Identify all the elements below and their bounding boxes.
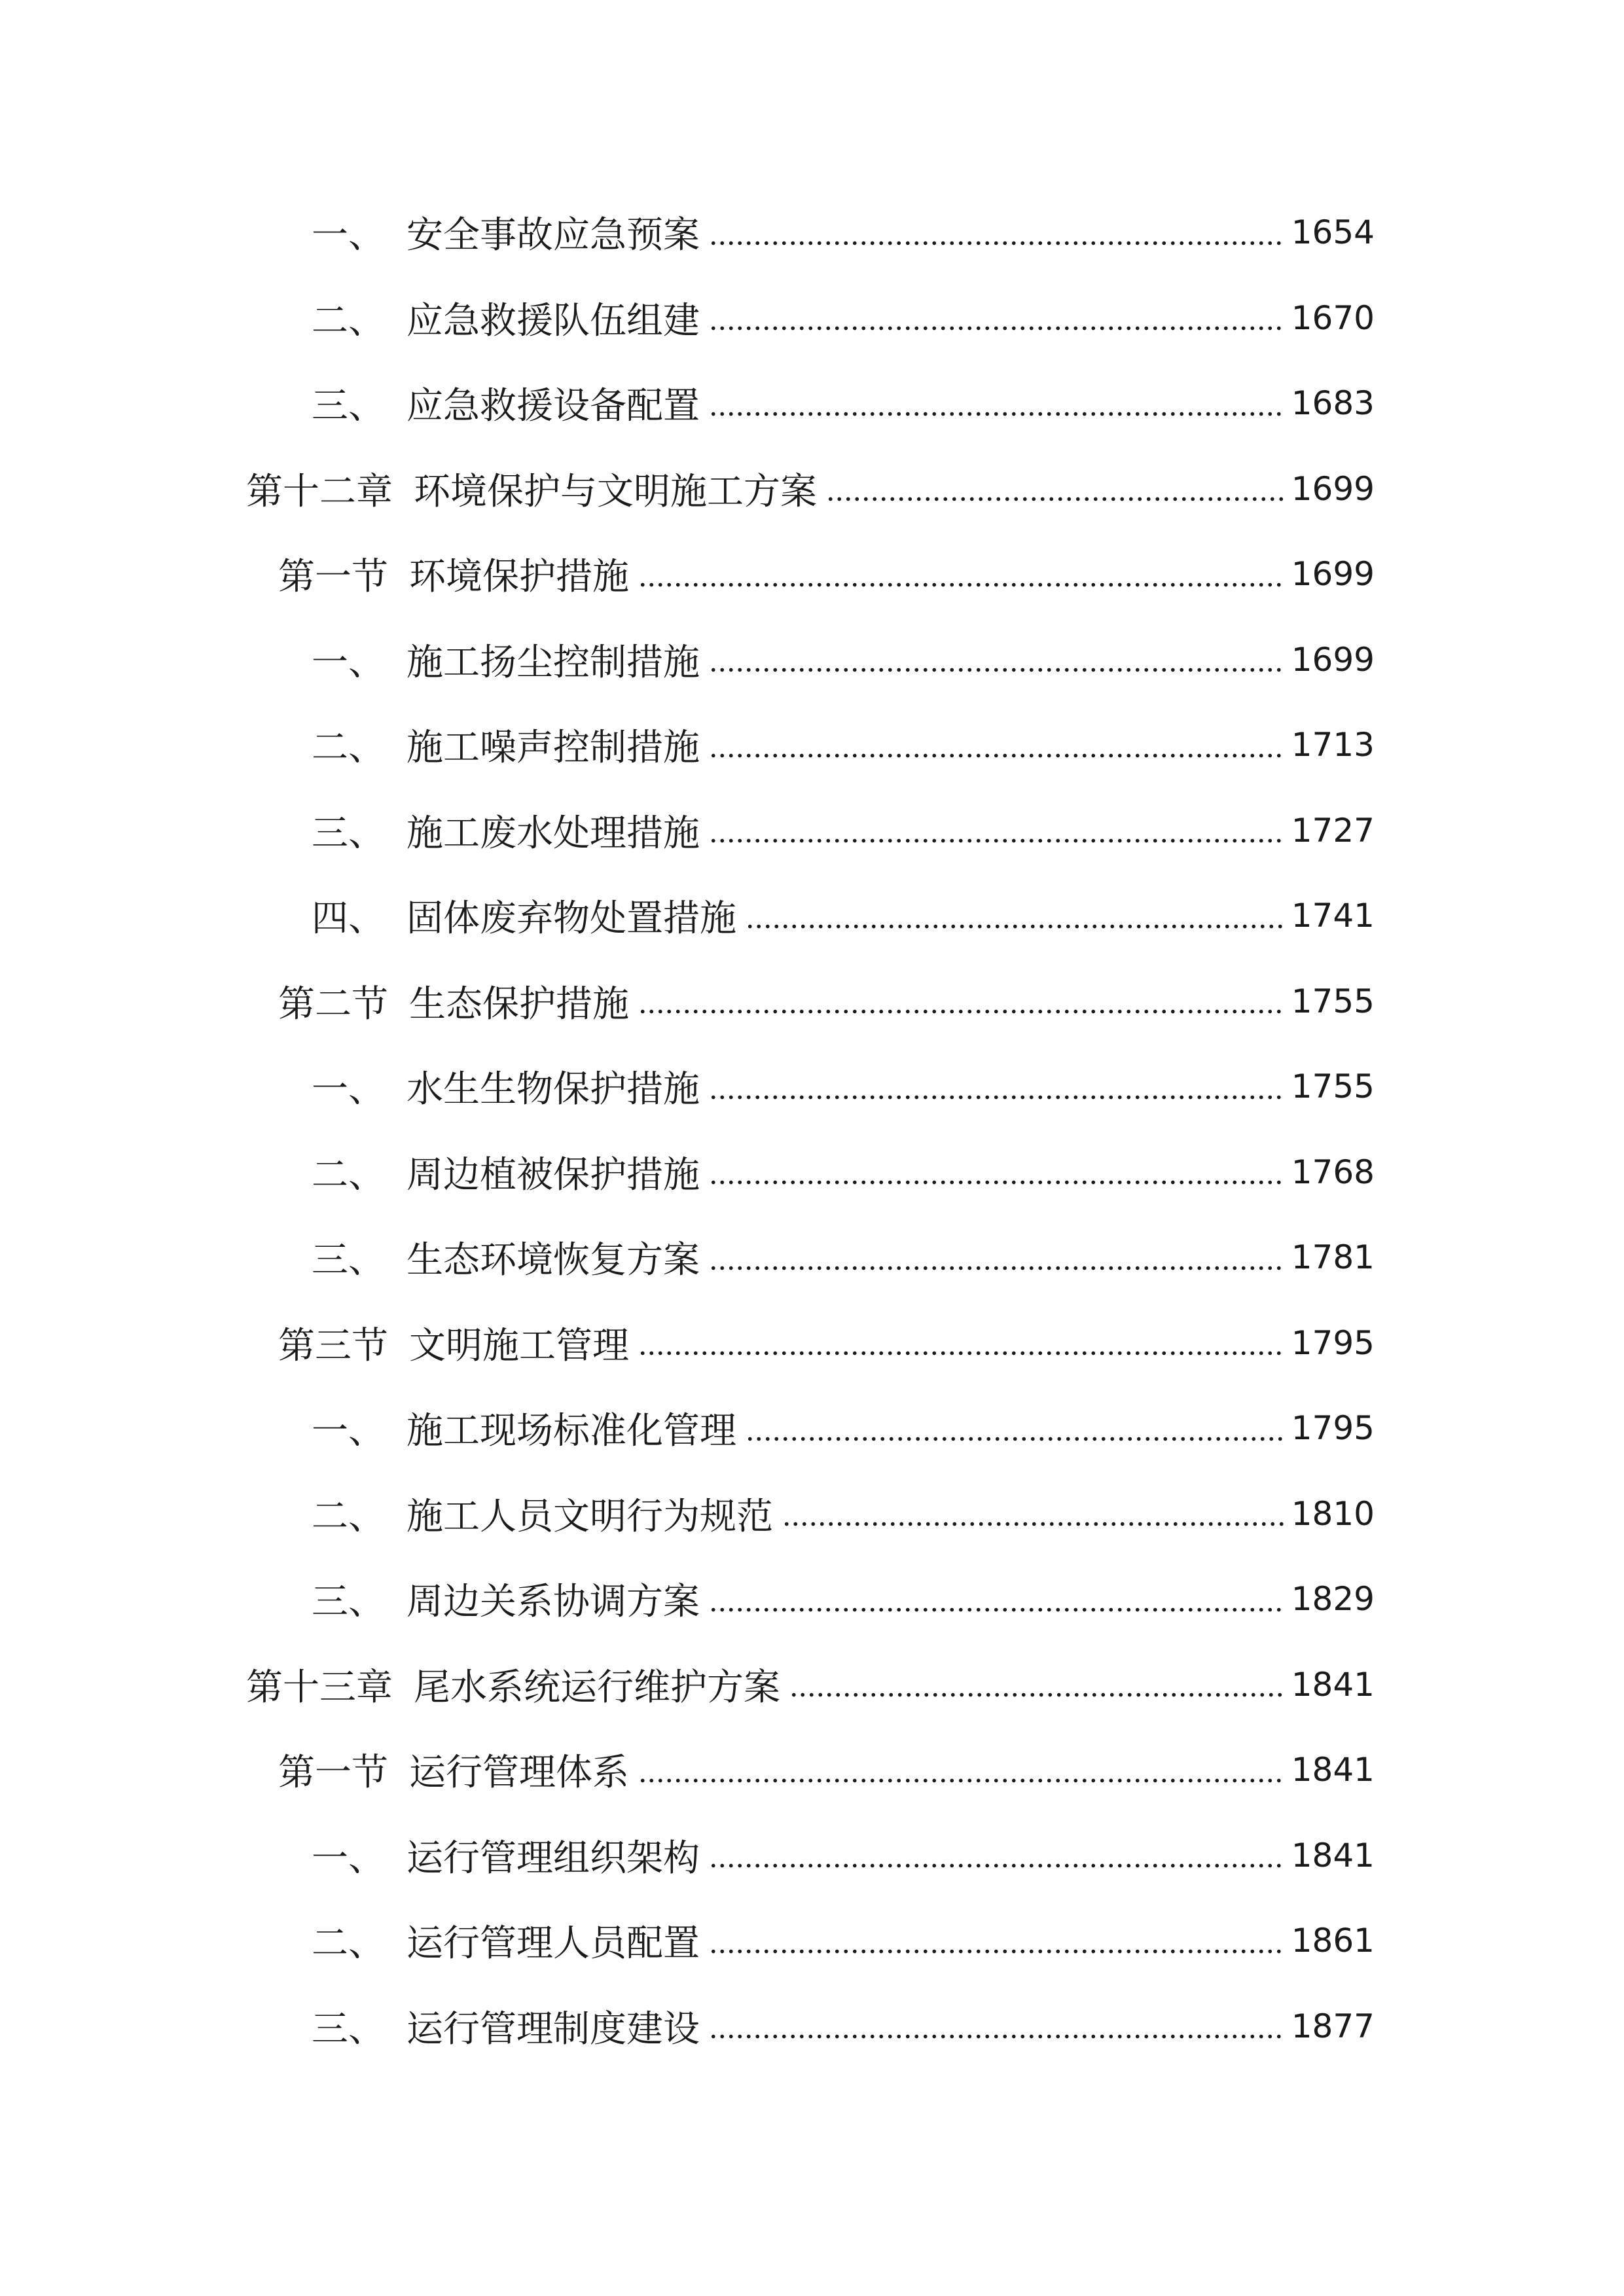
toc-entry-item[interactable] (0, 1478, 1624, 1550)
dot-leader (709, 1859, 1285, 1873)
toc-entry-page-number: 1781 (1291, 1238, 1375, 1276)
toc-entry-number: 三、 (312, 385, 385, 427)
toc-entry-page-number: 1755 (1291, 1067, 1375, 1105)
toc-entry-page-number: 1683 (1291, 384, 1375, 422)
toc-entry-title: 环境保护措施 (409, 556, 629, 598)
toc-entry-page-number: 1768 (1291, 1153, 1375, 1191)
toc-entry-page-number: 1861 (1291, 1922, 1375, 1960)
dot-leader (709, 1945, 1285, 1958)
toc-entry-item[interactable] (0, 1990, 1624, 2062)
toc-entry-number: 三、 (312, 1239, 385, 1282)
toc-entry-number: 一、 (312, 641, 385, 684)
toc-entry-item[interactable] (0, 196, 1624, 268)
toc-entry-item[interactable] (0, 1905, 1624, 1977)
toc-entry-page-number: 1755 (1291, 982, 1375, 1020)
toc-entry-number: 一、 (312, 1837, 385, 1880)
toc-entry-page-number: 1713 (1291, 726, 1375, 764)
toc-entry-title: 周边植被保护措施 (406, 1153, 700, 1196)
dot-leader (709, 749, 1285, 762)
toc-entry-page-number: 1727 (1291, 811, 1375, 850)
toc-entry-number: 一、 (312, 1068, 385, 1111)
toc-entry-item[interactable] (0, 709, 1624, 781)
toc-entry-title: 施工现场标准化管理 (406, 1410, 736, 1452)
toc-entry-page-number: 1670 (1291, 298, 1375, 337)
toc-entry-title: 生态保护措施 (409, 982, 629, 1026)
toc-entry-number: 三、 (312, 812, 385, 855)
toc-entry-page-number: 1741 (1291, 897, 1375, 935)
dot-leader (746, 920, 1285, 933)
toc-entry-page-number: 1795 (1291, 1409, 1375, 1447)
toc-entry-number: 第十二章 (246, 470, 393, 513)
toc-entry-item[interactable] (0, 1563, 1624, 1635)
toc-entry-item[interactable] (0, 880, 1624, 952)
toc-entry-title: 应急救援设备配置 (406, 385, 700, 427)
dot-leader (789, 1689, 1285, 1702)
dot-leader (709, 834, 1285, 848)
toc-entry-number: 二、 (312, 1922, 385, 1965)
toc-entry-title: 施工人员文明行为规范 (406, 1495, 773, 1538)
toc-entry-number: 三、 (312, 1581, 385, 1623)
toc-entry-title: 运行管理制度建设 (406, 2007, 700, 2051)
dot-leader (638, 1005, 1285, 1018)
toc-entry-page-number: 1841 (1291, 1836, 1375, 1874)
toc-entry-number: 二、 (312, 299, 385, 342)
toc-entry-item[interactable] (0, 1221, 1624, 1293)
toc-entry-title: 安全事故应急预案 (406, 214, 700, 257)
toc-entry-item[interactable] (0, 282, 1624, 354)
dot-leader (709, 236, 1285, 249)
toc-entry-section[interactable] (0, 965, 1624, 1037)
toc-entry-number: 三、 (312, 2007, 385, 2051)
toc-entry-page-number: 1841 (1291, 1665, 1375, 1704)
toc-entry-title: 施工扬尘控制措施 (406, 641, 700, 684)
dot-leader (746, 1432, 1285, 1445)
toc-entry-title: 应急救援队伍组建 (406, 299, 700, 342)
toc-entry-title: 施工废水处理措施 (406, 812, 700, 855)
toc-entry-title: 生态环境恢复方案 (406, 1239, 700, 1282)
toc-entry-title: 水生生物保护措施 (406, 1068, 700, 1111)
dot-leader (709, 1176, 1285, 1189)
toc-entry-section[interactable] (0, 538, 1624, 610)
toc-entry-page-number: 1699 (1291, 469, 1375, 508)
toc-entry-number: 一、 (312, 214, 385, 257)
toc-entry-page-number: 1841 (1291, 1751, 1375, 1789)
toc-entry-number: 第一节 (278, 556, 388, 598)
toc-entry-number: 第十三章 (246, 1666, 393, 1709)
toc-entry-item[interactable] (0, 367, 1624, 439)
toc-entry-item[interactable] (0, 624, 1624, 696)
toc-entry-title: 运行管理人员配置 (406, 1922, 700, 1965)
dot-leader (709, 1090, 1285, 1103)
toc-entry-chapter[interactable] (0, 453, 1624, 525)
toc-entry-title: 尾水系统运行维护方案 (414, 1666, 780, 1709)
toc-entry-item[interactable] (0, 1820, 1624, 1892)
toc-entry-title: 运行管理体系 (409, 1751, 629, 1794)
toc-entry-number: 二、 (312, 726, 385, 769)
dot-leader (638, 1347, 1285, 1360)
toc-entry-number: 四、 (312, 897, 385, 940)
dot-leader (638, 578, 1285, 591)
toc-entry-page-number: 1699 (1291, 555, 1375, 593)
toc-entry-page-number: 1877 (1291, 2007, 1375, 2045)
toc-entry-section[interactable] (0, 1307, 1624, 1379)
toc-entry-title: 周边关系协调方案 (406, 1581, 700, 1623)
dot-leader (709, 322, 1285, 335)
toc-entry-section[interactable] (0, 1734, 1624, 1806)
toc-entry-title: 施工噪声控制措施 (406, 726, 700, 769)
dot-leader (638, 1774, 1285, 1787)
dot-leader (826, 493, 1285, 506)
toc-entry-chapter[interactable] (0, 1649, 1624, 1721)
toc-entry-item[interactable] (0, 795, 1624, 867)
dot-leader (709, 407, 1285, 420)
toc-entry-page-number: 1699 (1291, 640, 1375, 679)
toc-entry-number: 一、 (312, 1410, 385, 1452)
toc-entry-number: 第一节 (278, 1751, 388, 1794)
toc-entry-item[interactable] (0, 1136, 1624, 1208)
toc-entry-title: 环境保护与文明施工方案 (414, 470, 817, 513)
toc-entry-item[interactable] (0, 1392, 1624, 1464)
dot-leader (709, 664, 1285, 677)
toc-entry-number: 二、 (312, 1153, 385, 1196)
toc-entry-number: 二、 (312, 1495, 385, 1538)
toc-entry-title: 运行管理组织架构 (406, 1837, 700, 1880)
toc-entry-page-number: 1810 (1291, 1494, 1375, 1533)
toc-entry-number: 第三节 (278, 1324, 388, 1367)
dot-leader (709, 1261, 1285, 1274)
dot-leader (709, 2030, 1285, 2043)
toc-entry-page-number: 1829 (1291, 1580, 1375, 1618)
toc-entry-title: 固体废弃物处置措施 (406, 897, 736, 940)
dot-leader (709, 1603, 1285, 1616)
toc-entry-page-number: 1795 (1291, 1323, 1375, 1362)
toc-entry-item[interactable] (0, 1050, 1624, 1122)
toc-entry-title: 文明施工管理 (409, 1324, 629, 1367)
toc-entry-page-number: 1654 (1291, 213, 1375, 251)
toc-entry-number: 第二节 (278, 982, 388, 1026)
dot-leader (782, 1518, 1285, 1531)
